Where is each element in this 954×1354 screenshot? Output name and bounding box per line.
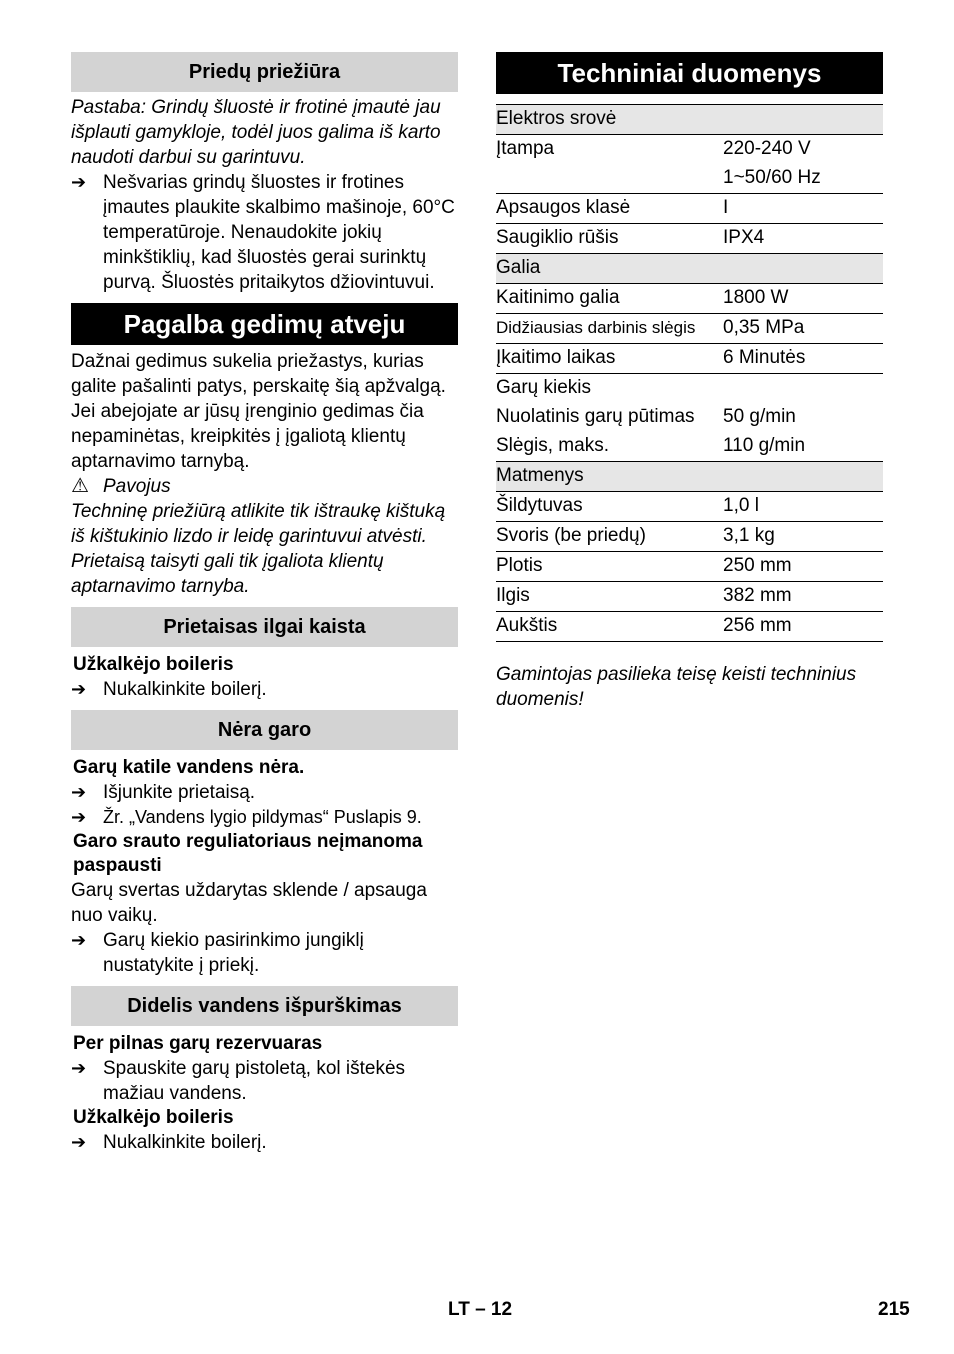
row-value: 382 mm bbox=[723, 585, 792, 606]
page-section-label: LT – 12 bbox=[448, 1299, 513, 1320]
row-label: Šildytuvas bbox=[496, 495, 583, 516]
arrow-right-icon: ➔ bbox=[71, 172, 87, 192]
page-number: 215 bbox=[878, 1299, 910, 1320]
row-label: Garų kiekis bbox=[496, 377, 592, 398]
section-heading-water-spray: Didelis vandens išpurškimas bbox=[71, 986, 458, 1026]
table-row bbox=[496, 582, 883, 612]
left-column bbox=[71, 52, 458, 1155]
water-step-1: ➔ Spauskite garų pistoletą, kol ištekės mažiau vandens. bbox=[71, 1058, 406, 1104]
table-row bbox=[496, 224, 883, 254]
arrow-right-icon: ➔ bbox=[71, 930, 87, 950]
maint-note: Pastaba: Grindų šluostė ir frotinė įmautė jau išplauti gamykloje, todėl juos galima iš karto naudoti darbui su garintuvu. bbox=[71, 97, 441, 168]
row-label: Ilgis bbox=[496, 585, 530, 606]
section-heading-accessory-care: Priedų priežiūra bbox=[71, 52, 458, 92]
steam-step-1: ➔ Išjunkite prietaisą. bbox=[71, 782, 256, 803]
row-value: 250 mm bbox=[723, 555, 792, 576]
section-heading-long-heating: Prietaisas ilgai kaista bbox=[71, 607, 458, 647]
row-value bbox=[723, 462, 883, 491]
table-row bbox=[496, 105, 883, 135]
row-value: IPX4 bbox=[723, 227, 765, 248]
row-label: Elektros srovė bbox=[496, 108, 617, 129]
arrow-right-icon: ➔ bbox=[71, 782, 87, 802]
heat-step: ➔ Nukalkinkite boilerį. bbox=[71, 679, 267, 700]
row-label: Matmenys bbox=[496, 465, 584, 486]
row-value bbox=[723, 374, 883, 403]
technical-note: Gamintojas pasilieka teisę keisti techninius duomenis! bbox=[496, 664, 857, 710]
table-row bbox=[496, 432, 883, 462]
row-value: I bbox=[723, 197, 729, 218]
table-row bbox=[496, 344, 883, 374]
table-row bbox=[496, 194, 883, 224]
arrow-right-icon: ➔ bbox=[71, 679, 87, 699]
row-label: Galia bbox=[496, 257, 541, 278]
row-value: 0,35 MPa bbox=[723, 317, 805, 338]
row-label: Kaitinimo galia bbox=[496, 287, 620, 308]
technical-data-table bbox=[496, 104, 883, 642]
row-label: Slėgis, maks. bbox=[496, 435, 609, 456]
table-row bbox=[496, 612, 883, 642]
section-heading-troubleshooting: Pagalba gedimų atveju bbox=[71, 303, 458, 345]
danger-label: ⚠ Pavojus bbox=[71, 475, 171, 497]
row-label: Nuolatinis garų pūtimas bbox=[496, 406, 695, 427]
row-label: Didžiausias darbinis slėgis bbox=[496, 318, 696, 337]
table-row bbox=[496, 135, 883, 164]
table-row bbox=[496, 164, 883, 194]
water-cause-1: Per pilnas garų rezervuaras bbox=[73, 1033, 323, 1054]
danger-text-1: Techninę priežiūrą atlikite tik ištraukę kištuką iš kištukinio lizdo ir leidę garintuvui atvėsti. bbox=[71, 501, 446, 547]
row-value: 110 g/min bbox=[723, 435, 806, 456]
row-label: Svoris (be priedų) bbox=[496, 525, 646, 546]
steam-step-2: ➔ Žr. „Vandens lygio pildymas“ Puslapis 9. bbox=[71, 805, 458, 830]
arrow-right-icon: ➔ bbox=[71, 1132, 87, 1152]
row-value: 1,0 l bbox=[723, 495, 759, 516]
row-value: 3,1 kg bbox=[723, 525, 775, 546]
steam-text: Garų svertas uždarytas sklende / apsauga nuo vaikų. bbox=[71, 880, 427, 926]
row-value bbox=[723, 254, 883, 283]
table-row bbox=[496, 314, 883, 344]
steam-cause-1: Garų katile vandens nėra. bbox=[73, 757, 305, 778]
row-label bbox=[496, 164, 723, 193]
table-row bbox=[496, 403, 883, 432]
steam-cause-2: Garo srauto reguliatoriaus neįmanoma paspausti bbox=[73, 831, 423, 876]
row-value: 1800 W bbox=[723, 287, 789, 308]
table-row bbox=[496, 462, 883, 492]
row-label: Aukštis bbox=[496, 615, 558, 636]
section-heading-no-steam: Nėra garo bbox=[71, 710, 458, 750]
water-step-2: ➔ Nukalkinkite boilerį. bbox=[71, 1132, 267, 1153]
table-row bbox=[496, 492, 883, 522]
maint-step: ➔ Nešvarias grindų šluostes ir frotines įmautes plaukite skalbimo mašinoje, 60°C temperatūroje. Nenaudokite jokių minkštiklių, kad šluostės gerai surinktų purvą. Šluostės pritaikytos džiovintuvui. bbox=[71, 172, 455, 293]
row-label: Įtampa bbox=[496, 138, 555, 159]
table-row bbox=[496, 522, 883, 552]
arrow-right-icon: ➔ bbox=[71, 1058, 87, 1078]
right-column bbox=[496, 52, 883, 712]
row-value: 1~50/60 Hz bbox=[723, 167, 821, 188]
row-value: 6 Minutės bbox=[723, 347, 806, 368]
row-value bbox=[723, 105, 883, 134]
water-cause-2: Užkalkėjo boileris bbox=[73, 1107, 234, 1128]
table-row bbox=[496, 374, 883, 403]
help-text: Dažnai gedimus sukelia priežastys, kurias galite pašalinti patys, perskaitę šią apžvalgą. Jei abejojate ar jūsų įrenginio gedimas čia nepaminėtas, kreipkitės į įgaliotą klientų aptarnavimo tarnybą. bbox=[71, 351, 446, 472]
steam-step-3: ➔ Garų kiekio pasirinkimo jungiklį nustatykite į priekį. bbox=[71, 930, 364, 976]
row-value: 256 mm bbox=[723, 615, 792, 636]
row-value: 50 g/min bbox=[723, 406, 796, 427]
section-heading-technical-data: Techniniai duomenys bbox=[496, 52, 883, 94]
table-row bbox=[496, 284, 883, 314]
warning-icon: ⚠ bbox=[71, 475, 89, 497]
row-value: 220-240 V bbox=[723, 138, 811, 159]
arrow-right-icon: ➔ bbox=[71, 807, 87, 827]
row-label: Plotis bbox=[496, 555, 543, 576]
danger-text-2: Prietaisą taisyti gali tik įgaliota klientų aptarnavimo tarnyba. bbox=[71, 551, 384, 597]
table-row bbox=[496, 254, 883, 284]
row-label: Saugiklio rūšis bbox=[496, 227, 619, 248]
row-label: Įkaitimo laikas bbox=[496, 347, 616, 368]
row-label: Apsaugos klasė bbox=[496, 197, 631, 218]
table-row bbox=[496, 552, 883, 582]
heat-cause: Užkalkėjo boileris bbox=[73, 654, 234, 675]
